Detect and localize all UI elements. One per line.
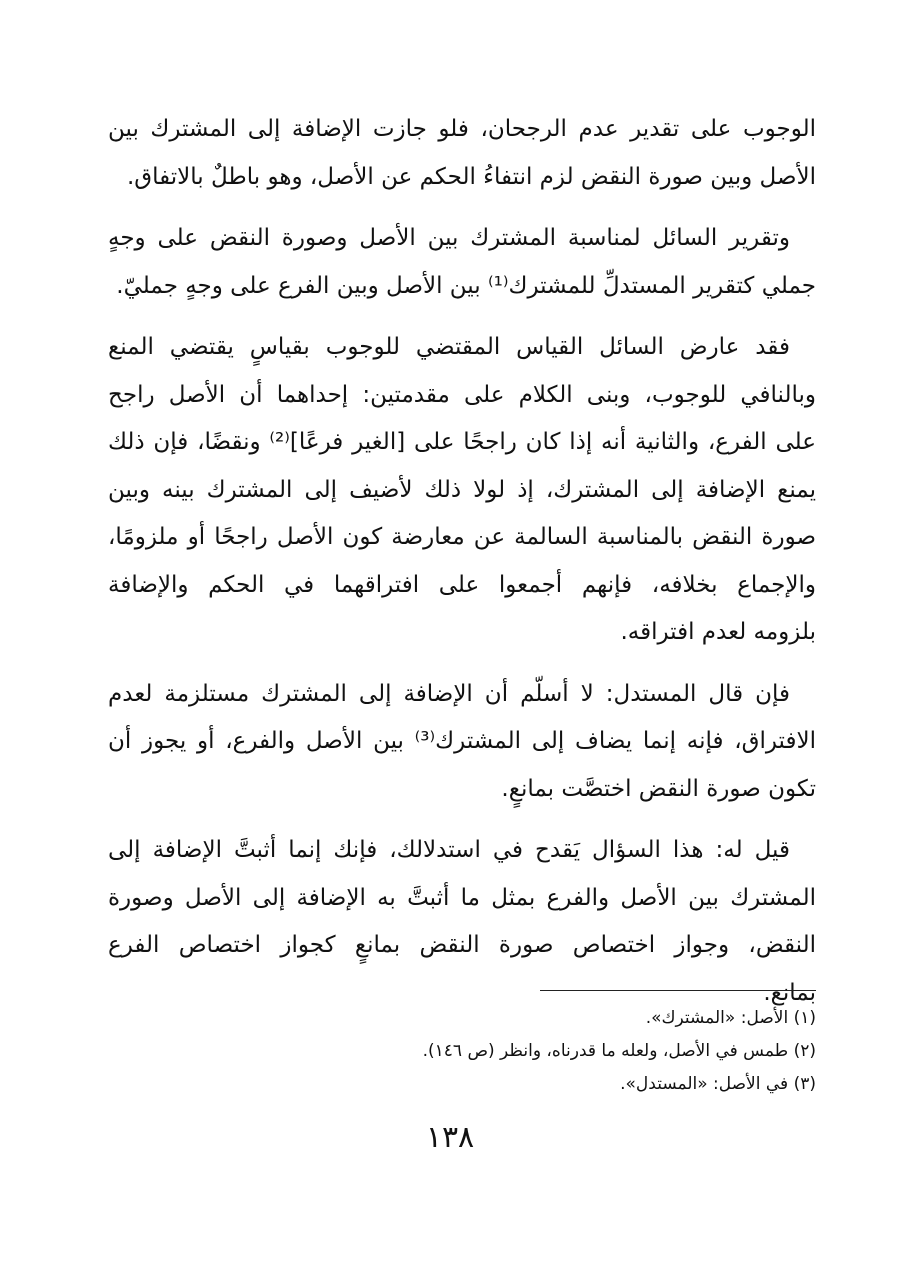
footnote-divider [540, 990, 816, 991]
text-line: تكون صورة النقض اختصَّت بمانعٍ. [501, 775, 816, 802]
text-line: فإن قال المستدل: لا أسلّم أن الإضافة إلى المشترك مستلزمة لعدم [108, 680, 790, 707]
text-line: يمنع الإضافة إلى المشترك، إذ لولا ذلك لأضيف إلى المشترك بينه وبين [108, 476, 816, 503]
paragraph [108, 324, 816, 657]
footnote-1: (١) الأصل: «المشترك». [645, 1008, 816, 1028]
footnote-3: (٣) في الأصل: «المستدل». [620, 1074, 816, 1094]
text-line: فقد عارض السائل القياس المقتضي للوجوب بقياسٍ يقتضي المنع [108, 334, 790, 360]
text-line: المشترك بين الأصل والفرع بمثل ما أثبتَّ به الإضافة إلى الأصل وصورة [108, 884, 816, 911]
text-line: بلزومه لعدم افتراقه. [620, 619, 816, 645]
text-line: بمانع. [763, 979, 816, 1006]
paragraph [108, 215, 816, 310]
text-line: والإجماع بخلافه، فإنهم أجمعوا على افتراقهما في الحكم والإضافة [108, 571, 816, 598]
page-number: ١٣٨ [425, 1120, 475, 1155]
footnote-2: (٢) طمس في الأصل، ولعله ما قدرناه، وانظر (ص ١٤٦). [422, 1041, 816, 1061]
text-line: الوجوب على تقدير عدم الرجحان، فلو جازت الإضافة إلى المشترك بين [108, 116, 816, 142]
text-line: الافتراق، فإنه إنما يضاف إلى المشترك⁽³⁾ بين الأصل والفرع، أو يجوز أن [108, 728, 816, 754]
text-line: قيل له: هذا السؤال يَقدح في استدلالك، فإنك إنما أثبتَّ الإضافة إلى [108, 837, 790, 863]
main-text [108, 106, 816, 1031]
text-line: جملي كتقرير المستدلِّ للمشترك⁽¹⁾ بين الأصل وبين الفرع على وجهٍ جمليّ. [116, 272, 816, 299]
paragraph [108, 106, 816, 201]
text-line: وبالنافي للوجوب، وبنى الكلام على مقدمتين: إحداهما أن الأصل راجح [108, 381, 816, 408]
paragraph [108, 671, 816, 814]
text-line: على الفرع، والثانية أنه إذا كان راجحًا على [الغير فرعًا]⁽²⁾ ونقضًا، فإن ذلك [108, 429, 816, 455]
text-line: الأصل وبين صورة النقض لزم انتفاءُ الحكم عن الأصل، وهو باطلٌ بالاتفاق. [126, 163, 816, 190]
text-line: صورة النقض بالمناسبة السالمة عن معارضة كون الأصل راجحًا أو ملزومًا، [108, 524, 816, 550]
text-line: النقض، وجواز اختصاص صورة النقض بمانعٍ كجواز اختصاص الفرع [108, 932, 816, 958]
text-line: وتقرير السائل لمناسبة المشترك بين الأصل وصورة النقض على وجهٍ [108, 225, 790, 251]
footnotes [300, 1002, 816, 1101]
paragraph [108, 827, 816, 1017]
